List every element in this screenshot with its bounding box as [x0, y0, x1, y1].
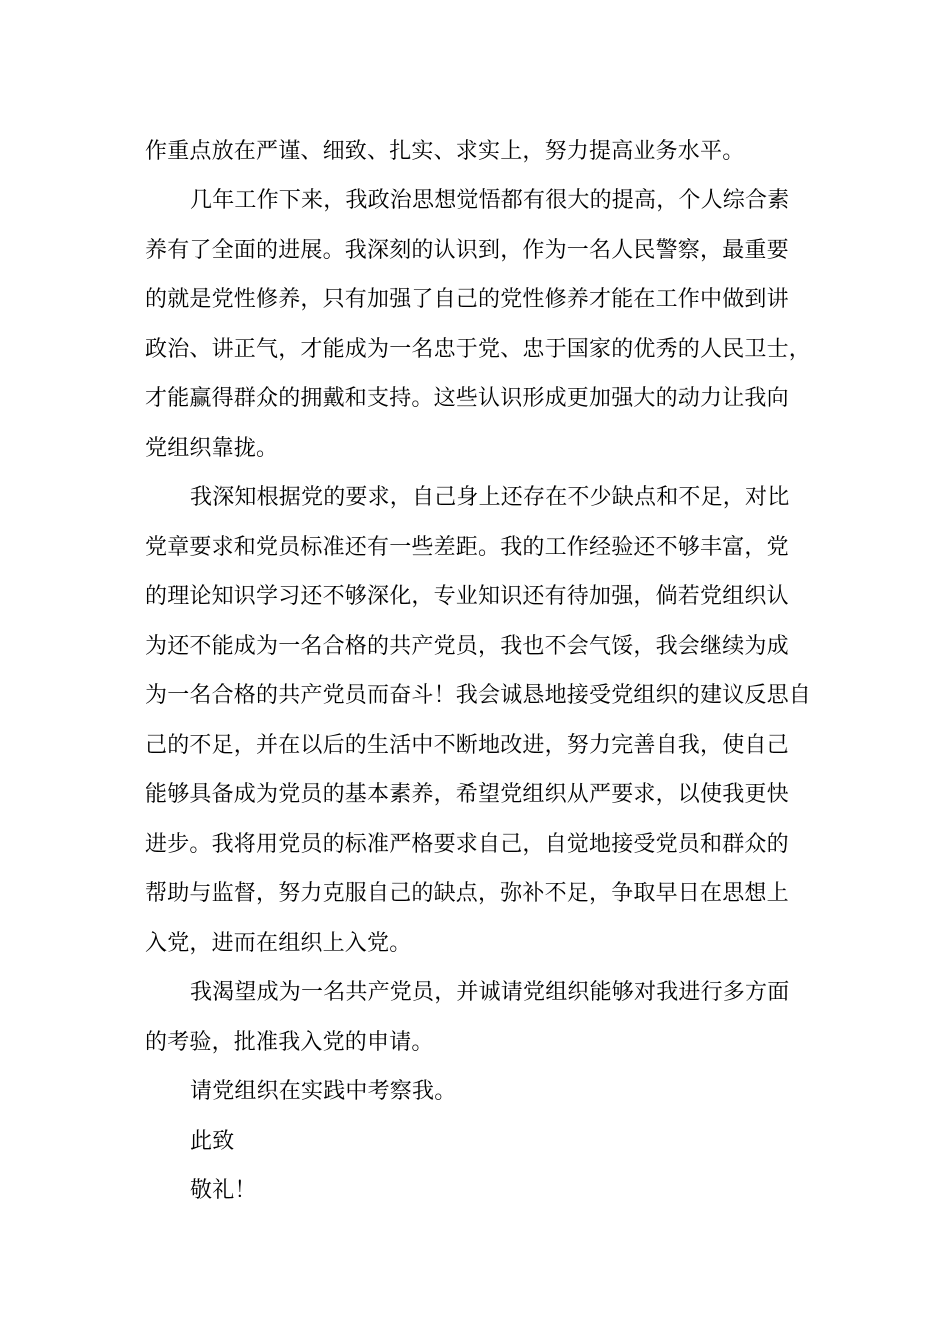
- text-line: 作重点放在严谨、细致、扎实、求实上，努力提高业务水平。: [145, 139, 745, 164]
- paragraph-first-line: 几年工作下来，我政治思想觉悟都有很大的提高，个人综合素: [190, 188, 790, 213]
- salutation-cizhi: 此致: [190, 1129, 235, 1154]
- closing-line: 请党组织在实践中考察我。: [190, 1079, 457, 1104]
- text-line: 的理论知识学习还不够深化，专业知识还有待加强，倘若党组织认: [145, 584, 789, 609]
- paragraph-first-line: 我渴望成为一名共产党员，并诚请党组织能够对我进行多方面: [190, 980, 790, 1005]
- paragraph-first-line: 我深知根据党的要求，自己身上还存在不少缺点和不足，对比: [190, 485, 790, 510]
- text-line: 养有了全面的进展。我深刻的认识到，作为一名人民警察，最重要: [145, 238, 789, 263]
- text-line: 帮助与监督，努力克服自己的缺点，弥补不足，争取早日在思想上: [145, 881, 789, 906]
- text-line: 的考验，批准我入党的申请。: [145, 1030, 434, 1055]
- text-line: 为一名合格的共产党员而奋斗！我会诚恳地接受党组织的建议反思自: [145, 683, 812, 708]
- text-line: 党章要求和党员标准还有一些差距。我的工作经验还不够丰富，党: [145, 535, 789, 560]
- text-line: 政治、讲正气，才能成为一名忠于党、忠于国家的优秀的人民卫士，: [145, 337, 812, 362]
- salutation-jingli: 敬礼！: [190, 1178, 257, 1203]
- text-line: 己的不足，并在以后的生活中不断地改进，努力完善自我，使自己: [145, 733, 789, 758]
- text-line: 入党，进而在组织上入党。: [145, 931, 412, 956]
- text-line: 进步。我将用党员的标准严格要求自己，自觉地接受党员和群众的: [145, 832, 789, 857]
- text-line: 能够具备成为党员的基本素养，希望党组织从严要求，以使我更快: [145, 782, 789, 807]
- text-line: 才能赢得群众的拥戴和支持。这些认识形成更加强大的动力让我向: [145, 386, 789, 411]
- text-line: 党组织靠拢。: [145, 436, 279, 461]
- text-line: 为还不能成为一名合格的共产党员，我也不会气馁，我会继续为成: [145, 634, 789, 659]
- text-line: 的就是党性修养，只有加强了自己的党性修养才能在工作中做到讲: [145, 287, 789, 312]
